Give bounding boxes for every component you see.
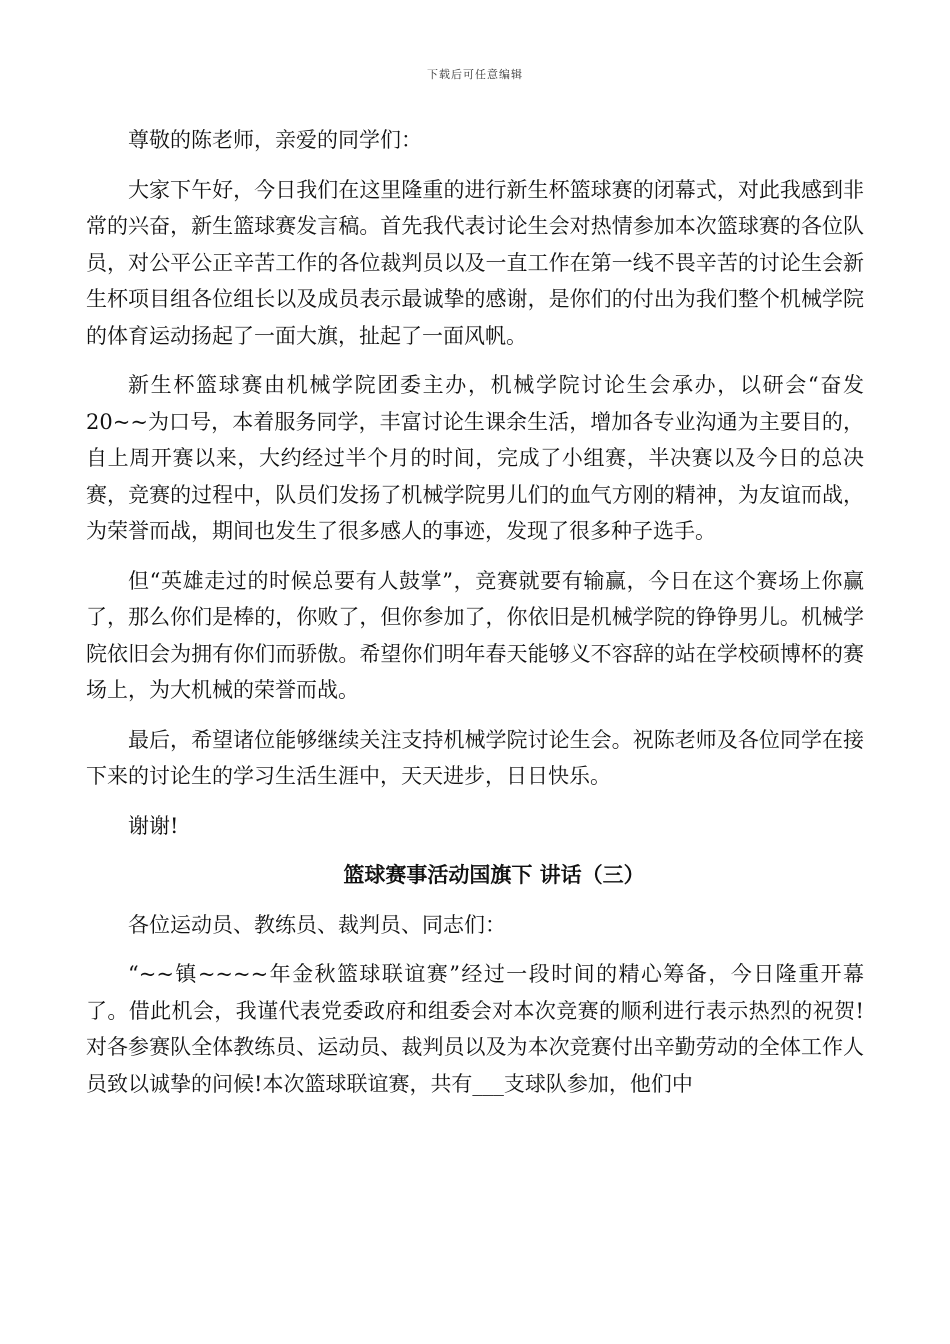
section-title: 篮球赛事活动国旗下 讲话（三） [343, 862, 645, 887]
paragraph: 但“英雄走过的时候总要有人鼓掌”，竞赛就要有输赢，今日在这个赛场上你赢了，那么你们是棒的，你败了，但你参加了，你依旧是机械学院的铮铮男儿。机械学院依旧会为拥有你们而骄傲。希望你们明年春天能够义不容辞的站在学校硕博杯的赛场上，为大机械的荣誉而战。 [86, 568, 864, 702]
closing: 谢谢! [128, 813, 179, 838]
document-body [86, 122, 864, 1115]
paragraph: 新生杯篮球赛由机械学院团委主办，机械学院讨论生会承办，以研会“奋发20~~为口号，本着服务同学，丰富讨论生课余生活，增加各专业沟通为主要目的，自上周开赛以来，大约经过半个月的时间，完成了小组赛，半决赛以及今日的总决赛，竞赛的过程中，队员们发扬了机械学院男儿们的血气方刚的精神，为友谊而战，为荣誉而战，期间也发生了很多感人的事迹，发现了很多种子选手。 [86, 373, 864, 543]
paragraph: “~~镇~~~~年金秋篮球联谊赛”经过一段时间的精心筹备，今日隆重开幕了。借此机会，我谨代表党委政府和组委会对本次竞赛的顺利进行表示热烈的祝贺!对各参赛队全体教练员、运动员、裁判员以及为本次竞赛付出辛勤劳动的全体工作人员致以诚挚的问候!本次篮球联谊赛，共有___支球队参加，他们中 [86, 962, 864, 1096]
paragraph: 最后，希望诸位能够继续关注支持机械学院讨论生会。祝陈老师及各位同学在接下来的讨论生的学习生活生涯中，天天进步，日日快乐。 [86, 727, 864, 788]
paragraph: 大家下午好，今日我们在这里隆重的进行新生杯篮球赛的闭幕式，对此我感到非常的兴奋，新生篮球赛发言稿。首先我代表讨论生会对热情参加本次篮球赛的各位队员，对公平公正辛苦工作的各位裁判员以及一直工作在第一线不畏辛苦的讨论生会新生杯项目组各位组长以及成员表示最诚挚的感谢，是你们的付出为我们整个机械学院的体育运动扬起了一面大旗，扯起了一面风帆。 [86, 177, 864, 348]
page-header: 下载后可任意编辑 [427, 68, 523, 81]
greeting: 尊敬的陈老师，亲爱的同学们： [128, 128, 422, 152]
greeting: 各位运动员、教练员、裁判员、同志们： [128, 912, 506, 937]
